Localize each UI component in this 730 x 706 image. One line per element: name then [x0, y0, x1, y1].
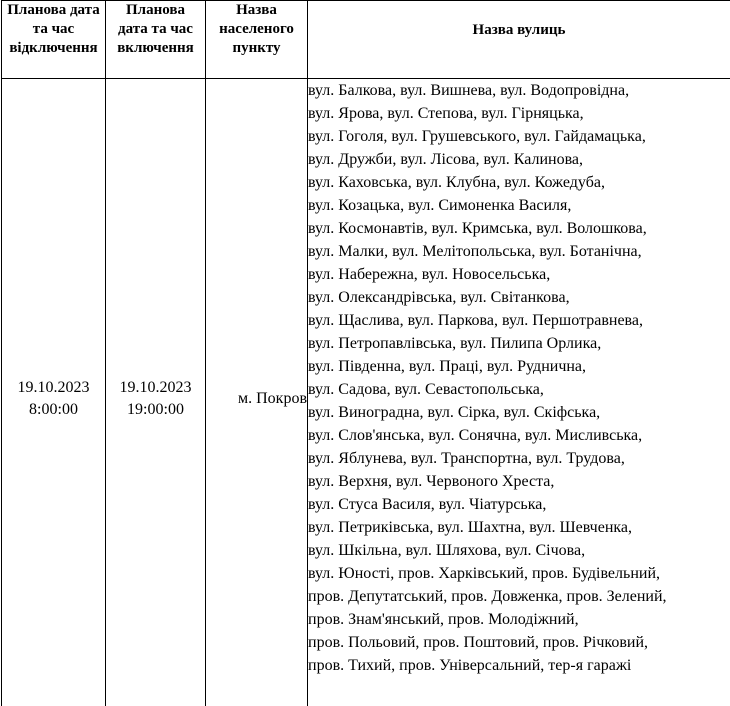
street-list-line: пров. Польовий, пров. Поштовий, пров. Річковий,	[308, 634, 649, 651]
header-planned-off	[2, 1, 106, 79]
header-settlement-line: населеного	[219, 21, 294, 37]
header-streets-label: Назва вулиць	[472, 22, 566, 38]
street-list-line: вул. Стуса Василя, вул. Чіатурська,	[308, 496, 547, 513]
header-settlement-line: Назва	[236, 2, 277, 18]
street-list-line: вул. Петриківська, вул. Шахтна, вул. Шевченка,	[308, 519, 633, 536]
street-list-line: вул. Щаслива, вул. Паркова, вул. Першотравнева,	[308, 312, 643, 329]
outage-schedule-table	[1, 0, 730, 706]
header-streets	[308, 1, 730, 79]
street-list-line: вул. Слов'янська, вул. Сонячна, вул. Мисливська,	[308, 427, 643, 444]
header-settlement-line: пункту	[232, 40, 281, 56]
street-list-line: вул. Дружби, вул. Лісова, вул. Калинова,	[308, 151, 584, 168]
street-list-line: вул. Козацька, вул. Симоненка Василя,	[308, 197, 572, 214]
planned-off-time: 8:00:00	[29, 400, 78, 418]
planned-on-cell	[106, 79, 206, 706]
street-list-line: вул. Ярова, вул. Степова, вул. Гірняцька,	[308, 105, 584, 122]
street-list-line: вул. Малки, вул. Мелітопольська, вул. Ботанічна,	[308, 243, 642, 260]
street-list-line: вул. Каховська, вул. Клубна, вул. Кожедуба,	[308, 174, 605, 191]
header-planned-on-line: дата та час	[118, 21, 193, 37]
settlement-cell	[206, 79, 308, 706]
street-list-line: вул. Верхня, вул. Червоного Хреста,	[308, 473, 555, 490]
street-list-line: вул. Садова, вул. Севастопольська,	[308, 381, 544, 398]
street-list-line: вул. Набережна, вул. Новосельська,	[308, 266, 551, 283]
street-list-line: вул. Космонавтів, вул. Кримська, вул. Волошкова,	[308, 220, 647, 237]
street-list-line: вул. Юності, пров. Харківський, пров. Будівельний,	[308, 565, 660, 582]
street-list-line: вул. Яблунева, вул. Транспортна, вул. Трудова,	[308, 450, 625, 467]
street-list-line: пров. Тихий, пров. Універсальний, тер-я гаражі	[308, 657, 632, 674]
header-planned-on-line: включення	[117, 40, 194, 56]
street-list-line: вул. Південна, вул. Праці, вул. Руднична,	[308, 358, 587, 375]
header-settlement	[206, 1, 308, 79]
street-list-line: вул. Петропавлівська, вул. Пилипа Орлика,	[308, 335, 602, 352]
street-list-line: вул. Шкільна, вул. Шляхова, вул. Січова,	[308, 542, 586, 559]
header-planned-on-line: Планова	[126, 2, 185, 18]
street-list-line: вул. Виноградна, вул. Сірка, вул. Скіфська,	[308, 404, 601, 421]
planned-off-date: 19.10.2023	[17, 378, 90, 396]
planned-on-time: 19:00:00	[127, 400, 184, 418]
header-planned-on	[106, 1, 206, 79]
table-row	[2, 79, 730, 706]
planned-on-date: 19.10.2023	[119, 378, 192, 396]
street-list-line: пров. Депутатський, пров. Довженка, пров. Зелений,	[308, 588, 667, 605]
planned-off-cell	[2, 79, 106, 706]
streets-cell	[308, 79, 730, 706]
header-planned-off-line: та час	[32, 21, 75, 37]
settlement-name: м. Покров	[237, 389, 307, 407]
street-list-line: вул. Балкова, вул. Вишнева, вул. Водопровідна,	[308, 82, 630, 99]
table-header-row	[2, 1, 730, 79]
street-list-line: пров. Знам'янський, пров. Молодіжний,	[308, 611, 579, 628]
header-planned-off-line: відключення	[9, 40, 98, 56]
street-list-line: вул. Олександрівська, вул. Світанкова,	[308, 289, 570, 306]
street-list-line: вул. Гоголя, вул. Грушевського, вул. Гайдамацька,	[308, 128, 646, 145]
header-planned-off-line: Планова дата	[7, 2, 100, 18]
